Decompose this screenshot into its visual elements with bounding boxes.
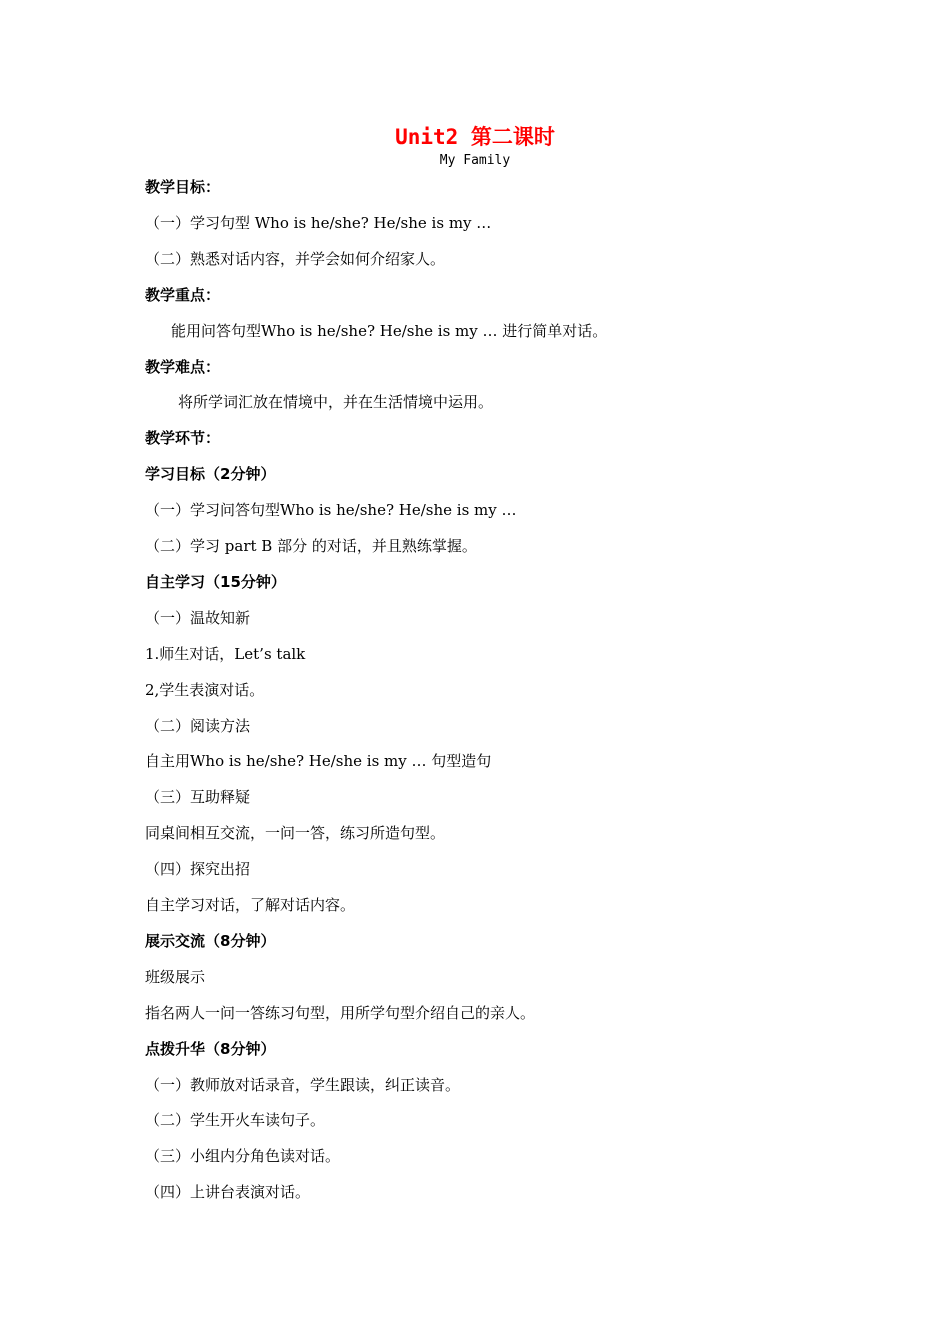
body-text-line: 将所学词汇放在情境中，并在生活情境中运用。: [178, 393, 494, 412]
document-subtitle: My Family: [439, 153, 511, 168]
body-text-line: （一）教师放对话录音，学生跟读，纠正读音。: [145, 1075, 461, 1094]
section-heading: 教学重点：: [145, 285, 221, 304]
body-text-line: 班级展示: [145, 967, 206, 986]
body-text-line: （一）学习问答句型Who is he/she? He/she is my …: [145, 501, 517, 520]
body-text-line: 1.师生对话，Let’s talk: [145, 644, 306, 663]
body-text-line: 能用问答句型Who is he/she? He/she is my … 进行简单对话。: [171, 321, 608, 340]
section-heading: 自主学习（15分钟）: [145, 572, 286, 591]
body-text-line: （二）阅读方法: [145, 716, 251, 735]
body-text-line: （二）学习 part B 部分 的对话，并且熟练掌握。: [145, 537, 477, 555]
body-text-line: 同桌间相互交流，一问一答，练习所造句型。: [145, 824, 446, 843]
section-heading: 教学环节：: [145, 429, 221, 448]
body-text-line: 2,学生表演对话。: [145, 680, 265, 699]
section-heading: 展示交流（8分钟）: [145, 931, 276, 950]
document-title: Unit2 第二课时: [395, 125, 555, 149]
body-text-line: 自主学习对话，了解对话内容。: [145, 896, 356, 914]
section-heading: 学习目标（2分钟）: [145, 465, 276, 484]
body-text-line: （四）上讲台表演对话。: [145, 1183, 311, 1202]
body-text-line: （四）探究出招: [145, 860, 251, 879]
body-text-line: （一）温故知新: [145, 608, 251, 627]
body-text-line: （三）小组内分角色读对话。: [145, 1147, 341, 1166]
body-text-line: （三）互助释疑: [145, 788, 251, 807]
section-heading: 点拨升华（8分钟）: [145, 1039, 276, 1058]
body-text-line: （二）熟悉对话内容，并学会如何介绍家人。: [145, 249, 446, 268]
section-heading: 教学目标：: [145, 178, 221, 196]
body-text-line: （二）学生开火车读句子。: [145, 1111, 326, 1130]
section-heading: 教学难点：: [145, 357, 221, 376]
body-text-line: 自主用Who is he/she? He/she is my … 句型造句: [145, 752, 492, 771]
body-text-line: 指名两人一问一答练习句型，用所学句型介绍自己的亲人。: [145, 1003, 536, 1022]
body-text-line: （一）学习句型 Who is he/she? He/she is my …: [145, 213, 492, 232]
